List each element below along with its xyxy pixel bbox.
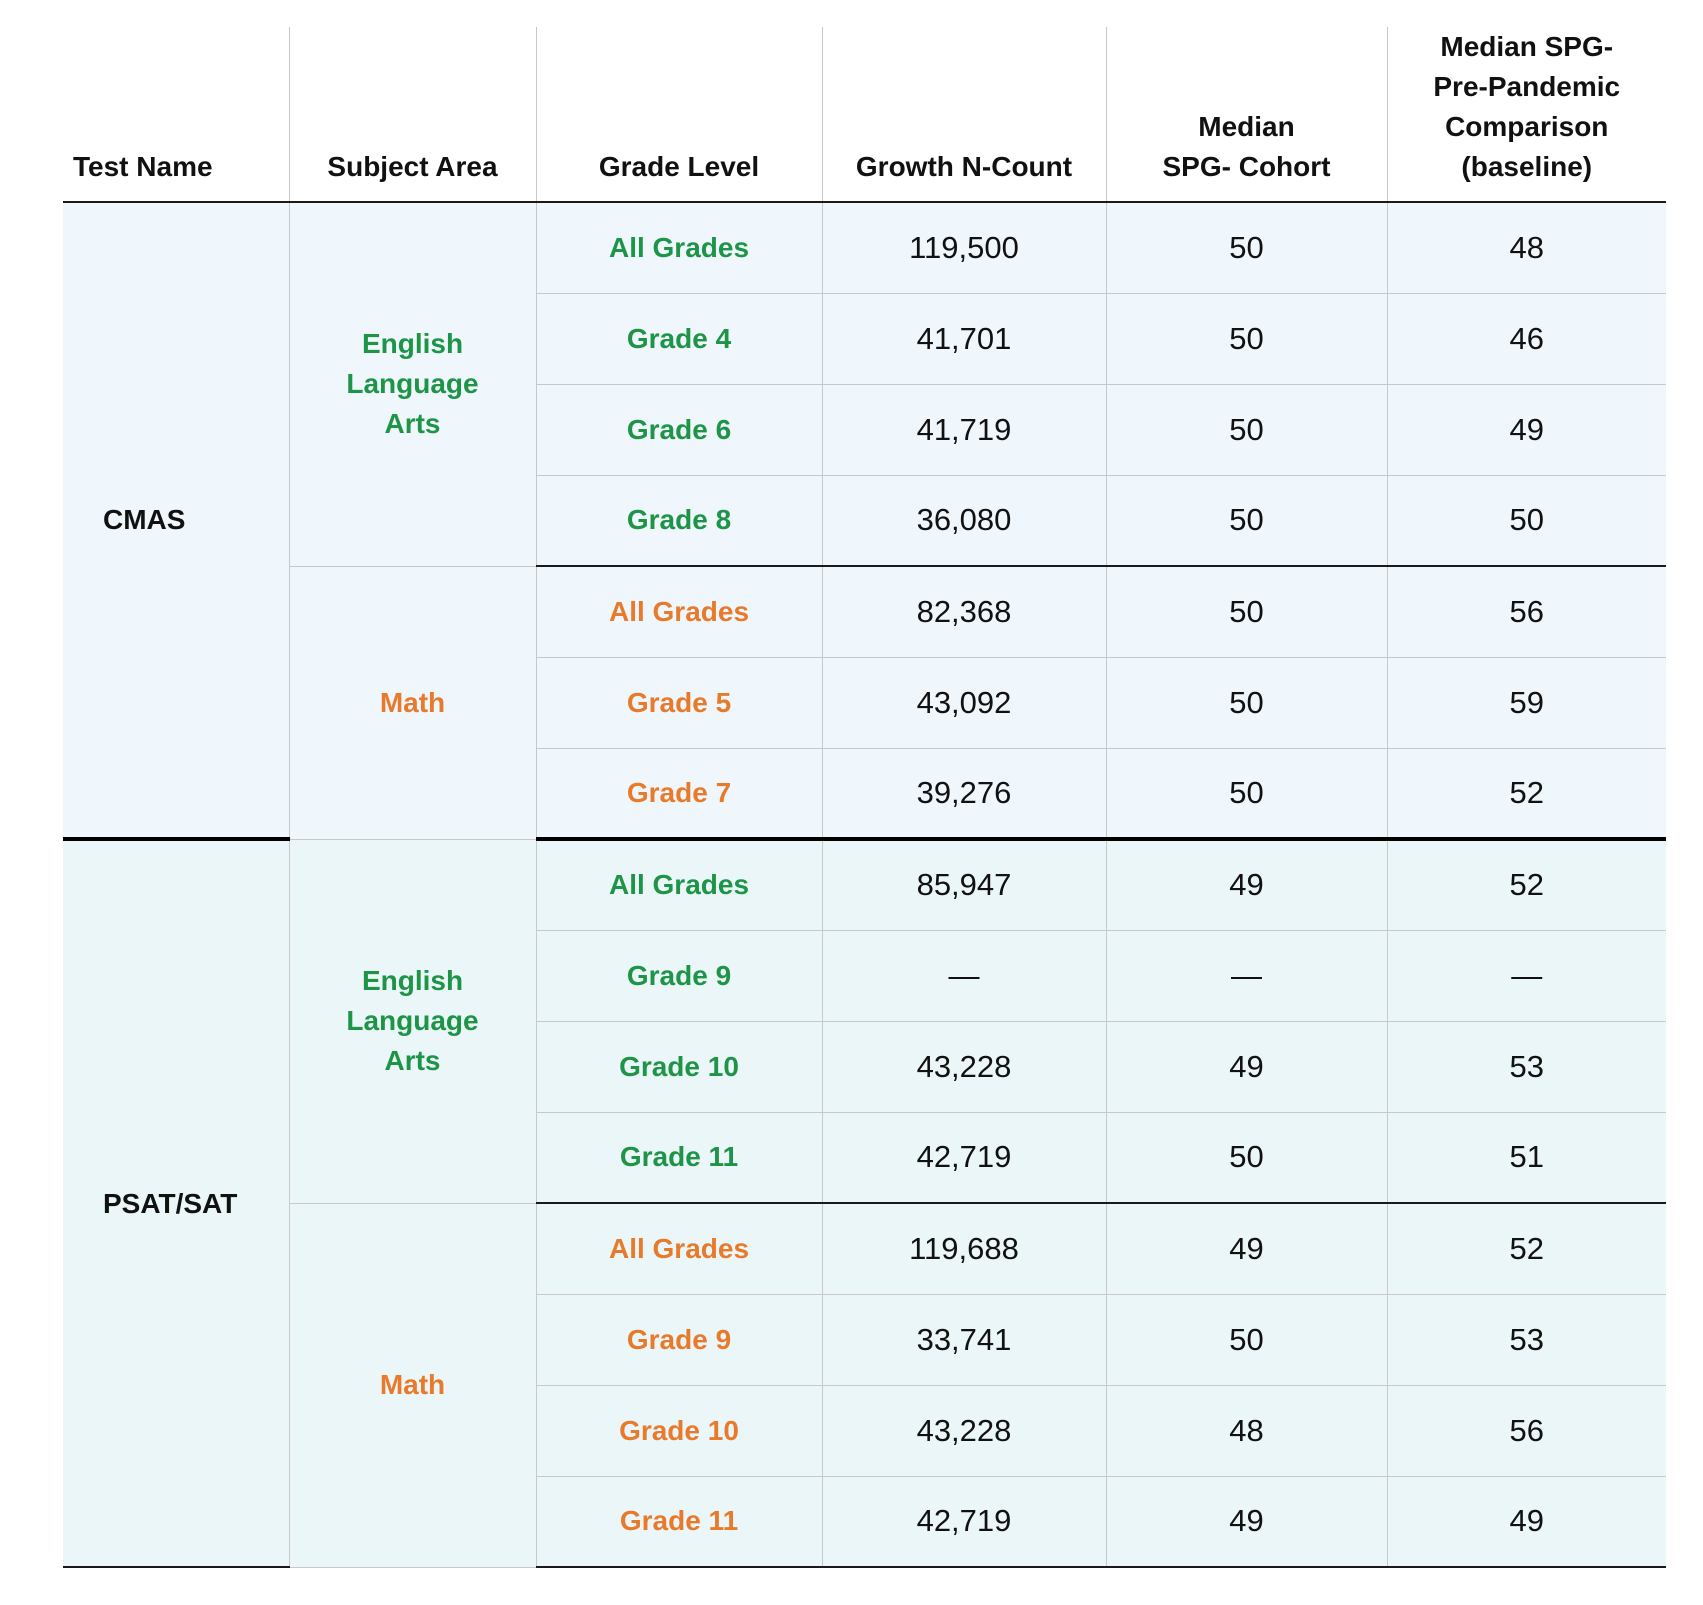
median-spg-baseline-cell: 52 (1387, 839, 1666, 930)
grade-level-cell: Grade 10 (536, 1385, 822, 1476)
median-spg-cohort-cell: 48 (1106, 1385, 1387, 1476)
median-spg-baseline-cell: 52 (1387, 748, 1666, 839)
subject-area-cell: English Language Arts (289, 839, 536, 1203)
growth-table (63, 27, 1666, 1568)
grade-level-cell: Grade 7 (536, 748, 822, 839)
median-spg-baseline-cell: 53 (1387, 1021, 1666, 1112)
median-spg-baseline-cell: 51 (1387, 1112, 1666, 1203)
subject-area-cell: Math (289, 566, 536, 839)
median-spg-cohort-cell: 50 (1106, 202, 1387, 293)
growth-n-count-cell: 119,500 (822, 202, 1106, 293)
growth-n-count-cell: 33,741 (822, 1294, 1106, 1385)
median-spg-baseline-cell: 52 (1387, 1203, 1666, 1294)
grade-level-cell: Grade 11 (536, 1112, 822, 1203)
grade-level-cell: Grade 11 (536, 1476, 822, 1567)
test-name-cell: PSAT/SAT (63, 839, 289, 1567)
growth-n-count-cell: 42,719 (822, 1112, 1106, 1203)
grade-level-cell: All Grades (536, 1203, 822, 1294)
table-row (63, 202, 1666, 293)
median-spg-cohort-cell: 50 (1106, 475, 1387, 566)
median-spg-baseline-cell: 50 (1387, 475, 1666, 566)
grade-level-cell: All Grades (536, 202, 822, 293)
median-spg-baseline-cell: — (1387, 930, 1666, 1021)
median-spg-cohort-cell: 49 (1106, 1203, 1387, 1294)
grade-level-cell: Grade 10 (536, 1021, 822, 1112)
median-spg-cohort-cell: 49 (1106, 1021, 1387, 1112)
median-spg-baseline-cell: 59 (1387, 657, 1666, 748)
median-spg-baseline-cell: 56 (1387, 566, 1666, 657)
header-grade-level: Grade Level (536, 27, 822, 202)
grade-level-cell: Grade 9 (536, 1294, 822, 1385)
growth-n-count-cell: 43,092 (822, 657, 1106, 748)
table-row (63, 1203, 1666, 1294)
median-spg-baseline-cell: 49 (1387, 1476, 1666, 1567)
subject-area-cell: English Language Arts (289, 202, 536, 566)
median-spg-baseline-cell: 48 (1387, 202, 1666, 293)
median-spg-cohort-cell: 49 (1106, 1476, 1387, 1567)
median-spg-cohort-cell: 50 (1106, 748, 1387, 839)
growth-n-count-cell: 42,719 (822, 1476, 1106, 1567)
header-row (63, 27, 1666, 202)
growth-n-count-cell: 43,228 (822, 1021, 1106, 1112)
median-spg-cohort-cell: 50 (1106, 384, 1387, 475)
growth-n-count-cell: 119,688 (822, 1203, 1106, 1294)
median-spg-baseline-cell: 53 (1387, 1294, 1666, 1385)
growth-n-count-cell: — (822, 930, 1106, 1021)
median-spg-baseline-cell: 56 (1387, 1385, 1666, 1476)
header-median-spg-cohort: Median SPG- Cohort (1106, 27, 1387, 202)
test-name-cell: CMAS (63, 202, 289, 839)
table-row (63, 566, 1666, 657)
grade-level-cell: All Grades (536, 566, 822, 657)
median-spg-cohort-cell: 50 (1106, 566, 1387, 657)
growth-n-count-cell: 41,719 (822, 384, 1106, 475)
median-spg-cohort-cell: 50 (1106, 1294, 1387, 1385)
header-growth-n-count: Growth N-Count (822, 27, 1106, 202)
median-spg-baseline-cell: 46 (1387, 293, 1666, 384)
median-spg-cohort-cell: — (1106, 930, 1387, 1021)
grade-level-cell: Grade 6 (536, 384, 822, 475)
header-test-name: Test Name (63, 27, 289, 202)
table-body (63, 202, 1666, 1567)
median-spg-cohort-cell: 50 (1106, 293, 1387, 384)
grade-level-cell: Grade 5 (536, 657, 822, 748)
growth-n-count-cell: 43,228 (822, 1385, 1106, 1476)
header-median-spg-baseline: Median SPG- Pre-Pandemic Comparison (baseline) (1387, 27, 1666, 202)
growth-n-count-cell: 39,276 (822, 748, 1106, 839)
growth-n-count-cell: 36,080 (822, 475, 1106, 566)
median-spg-cohort-cell: 50 (1106, 657, 1387, 748)
median-spg-cohort-cell: 50 (1106, 1112, 1387, 1203)
growth-n-count-cell: 41,701 (822, 293, 1106, 384)
growth-n-count-cell: 82,368 (822, 566, 1106, 657)
subject-area-cell: Math (289, 1203, 536, 1567)
table-row (63, 839, 1666, 930)
grade-level-cell: Grade 8 (536, 475, 822, 566)
grade-level-cell: Grade 4 (536, 293, 822, 384)
median-spg-baseline-cell: 49 (1387, 384, 1666, 475)
grade-level-cell: Grade 9 (536, 930, 822, 1021)
median-spg-cohort-cell: 49 (1106, 839, 1387, 930)
growth-n-count-cell: 85,947 (822, 839, 1106, 930)
grade-level-cell: All Grades (536, 839, 822, 930)
header-subject-area: Subject Area (289, 27, 536, 202)
